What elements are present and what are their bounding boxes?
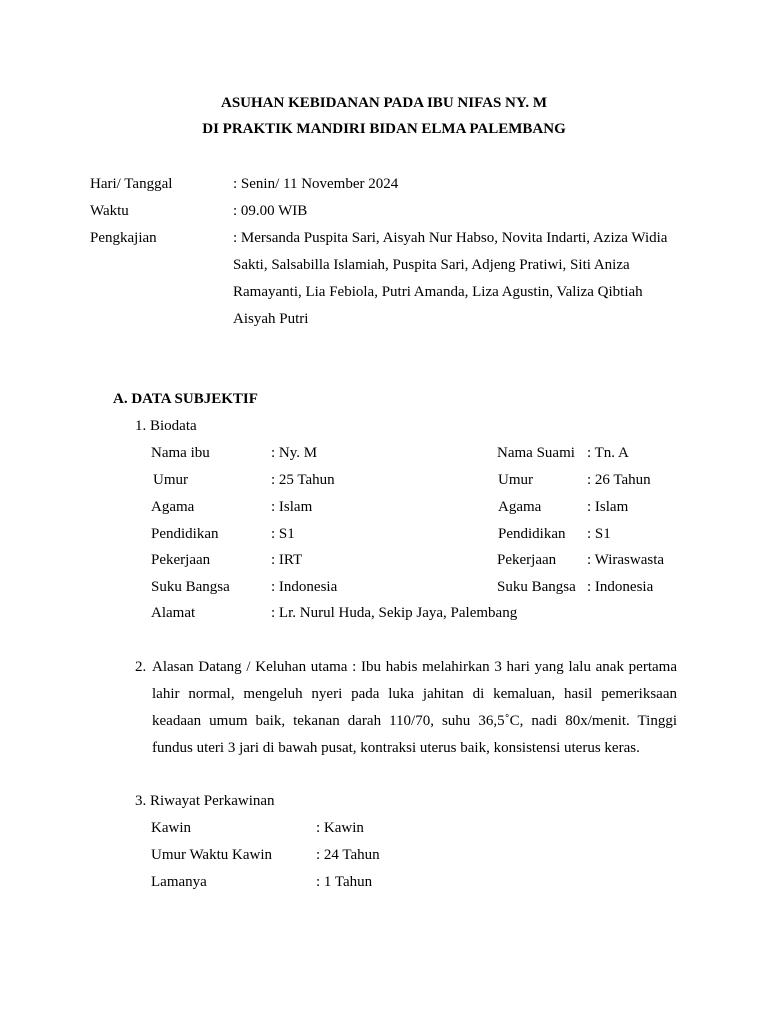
husband-age-label: Umur: [498, 472, 533, 488]
husband-education-value: : S1: [587, 526, 611, 542]
document-title-line-1: ASUHAN KEBIDANAN PADA IBU NIFAS NY. M: [220, 95, 547, 111]
wife-religion-label: Agama: [151, 499, 195, 515]
marriage-status-value: : Kawin: [316, 820, 364, 836]
marriage-heading: 3. Riwayat Perkawinan: [135, 793, 275, 809]
wife-religion-value: : Islam: [271, 499, 313, 515]
wife-ethnicity-label: Suku Bangsa: [151, 579, 230, 595]
husband-religion-value: : Islam: [587, 499, 629, 515]
assessor-line-4: Aisyah Putri: [233, 311, 309, 327]
husband-occupation-label: Pekerjaan: [497, 552, 557, 568]
address-label: Alamat: [151, 605, 196, 621]
complaint-line-3: keadaan umum baik, tekanan darah 110/70, suhu 36,5˚C, nadi 80x/menit. Tinggi: [152, 713, 677, 729]
marriage-duration-value: : 1 Tahun: [316, 874, 373, 890]
wife-occupation-value: : IRT: [271, 552, 303, 568]
date-label: Hari/ Tanggal: [90, 176, 173, 192]
biodata-heading: 1. Biodata: [135, 418, 197, 434]
wife-occupation-label: Pekerjaan: [151, 552, 211, 568]
husband-religion-label: Agama: [498, 499, 542, 515]
marriage-status-label: Kawin: [151, 820, 191, 836]
document-title-line-2: DI PRAKTIK MANDIRI BIDAN ELMA PALEMBANG: [202, 121, 566, 137]
husband-ethnicity-label: Suku Bangsa: [497, 579, 576, 595]
wife-education-value: : S1: [271, 526, 295, 542]
assessor-label: Pengkajian: [90, 230, 157, 246]
assessor-line-3: Ramayanti, Lia Febiola, Putri Amanda, Liza Agustin, Valiza Qibtiah: [233, 284, 643, 300]
husband-education-label: Pendidikan: [498, 526, 566, 542]
husband-ethnicity-value: : Indonesia: [587, 579, 654, 595]
wife-name-value: : Ny. M: [271, 445, 318, 461]
wife-education-label: Pendidikan: [151, 526, 219, 542]
marriage-age-value: : 24 Tahun: [316, 847, 380, 863]
date-value: : Senin/ 11 November 2024: [233, 176, 399, 192]
husband-age-value: : 26 Tahun: [587, 472, 651, 488]
complaint-line-2: lahir normal, mengeluh nyeri pada luka jahitan di kemaluan, hasil pemeriksaan: [152, 686, 677, 702]
time-value: : 09.00 WIB: [233, 203, 308, 219]
assessor-line-2: Sakti, Salsabilla Islamiah, Puspita Sari, Adjeng Pratiwi, Siti Aniza: [233, 257, 630, 273]
marriage-age-label: Umur Waktu Kawin: [151, 847, 272, 863]
wife-name-label: Nama ibu: [151, 445, 210, 461]
wife-ethnicity-value: : Indonesia: [271, 579, 338, 595]
husband-name-value: : Tn. A: [587, 445, 629, 461]
time-label: Waktu: [90, 203, 129, 219]
complaint-line-4: fundus uteri 3 jari di bawah pusat, kontraksi uterus baik, konsistensi uterus keras.: [152, 740, 640, 756]
husband-name-label: Nama Suami: [497, 445, 575, 461]
wife-age-label: Umur: [153, 472, 188, 488]
marriage-duration-label: Lamanya: [151, 874, 207, 890]
complaint-number: 2.: [135, 659, 147, 675]
complaint-line-1: Alasan Datang / Keluhan utama : Ibu habis melahirkan 3 hari yang lalu anak pertama: [152, 659, 677, 675]
address-value: : Lr. Nurul Huda, Sekip Jaya, Palembang: [271, 605, 518, 621]
husband-occupation-value: : Wiraswasta: [587, 552, 665, 568]
wife-age-value: : 25 Tahun: [271, 472, 335, 488]
assessor-line-1: : Mersanda Puspita Sari, Aisyah Nur Habso, Novita Indarti, Aziza Widia: [233, 230, 668, 246]
section-a-heading: A. DATA SUBJEKTIF: [113, 391, 258, 407]
